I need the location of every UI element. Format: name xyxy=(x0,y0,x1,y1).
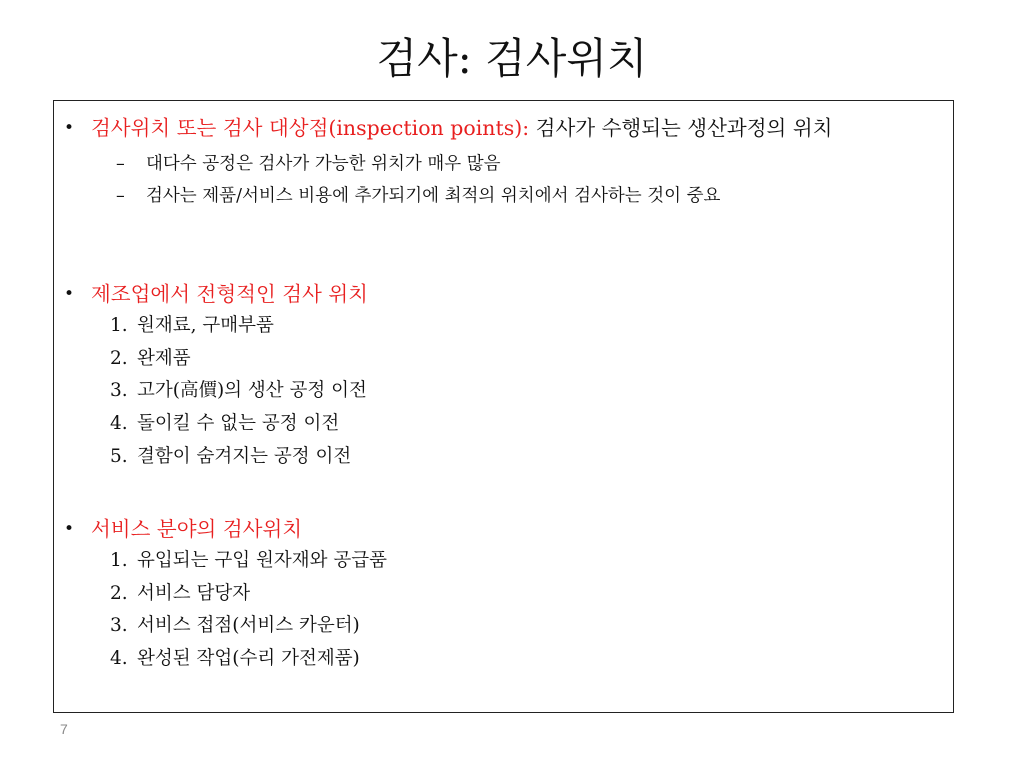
item-text: 결함이 숨겨지는 공정 이전 xyxy=(137,445,352,467)
item-number: 4. xyxy=(110,413,128,435)
bullet-item xyxy=(54,279,953,310)
bullet-highlight: 검사위치 또는 검사 대상점(inspection points): xyxy=(91,116,530,140)
sub-item xyxy=(54,148,953,180)
numbered-item xyxy=(54,375,953,408)
bullet-section-service xyxy=(54,514,953,676)
slide-title: 검사: 검사위치 xyxy=(376,34,648,83)
bullet-marker: • xyxy=(64,284,75,304)
sub-item-text: 대다수 공정은 검사가 가능한 위치가 매우 많음 xyxy=(146,154,501,174)
sub-item xyxy=(54,180,953,212)
item-number: 5. xyxy=(110,445,128,467)
item-number: 3. xyxy=(110,380,128,402)
sub-marker: – xyxy=(116,154,125,174)
item-text: 완제품 xyxy=(137,347,191,369)
item-number: 1. xyxy=(110,315,128,336)
item-text: 원재료, 구매부품 xyxy=(137,315,274,336)
bullet-body: 검사가 수행되는 생산과정의 위치 xyxy=(529,116,833,140)
bullet-item xyxy=(54,514,953,545)
numbered-item xyxy=(54,343,953,376)
item-number: 2. xyxy=(110,347,128,369)
page-number: 7 xyxy=(60,721,68,737)
sub-marker: – xyxy=(116,186,125,206)
numbered-item xyxy=(54,310,953,343)
sub-list xyxy=(54,148,953,212)
numbered-item xyxy=(54,408,953,441)
item-text: 서비스 접점(서비스 카운터) xyxy=(137,615,360,637)
numbered-item xyxy=(54,643,953,676)
numbered-item xyxy=(54,610,953,643)
numbered-item xyxy=(54,545,953,578)
item-text: 서비스 담당자 xyxy=(137,582,251,604)
bullet-marker: • xyxy=(64,118,75,138)
sub-item-text: 검사는 제품/서비스 비용에 추가되기에 최적의 위치에서 검사하는 것이 중요 xyxy=(146,186,721,206)
item-number: 2. xyxy=(110,582,128,604)
bullet-text xyxy=(91,113,939,144)
bullet-highlight: 제조업에서 전형적인 검사 위치 xyxy=(91,282,368,306)
bullet-list xyxy=(54,101,953,712)
item-text: 완성된 작업(수리 가전제품) xyxy=(137,648,360,670)
bullet-item xyxy=(54,113,953,144)
bullet-highlight: 서비스 분야의 검사위치 xyxy=(91,517,303,541)
item-text: 고가(高價)의 생산 공정 이전 xyxy=(137,380,367,402)
numbered-item xyxy=(54,578,953,611)
bullet-marker: • xyxy=(64,519,75,539)
bullet-section-inspection-points xyxy=(54,113,953,212)
content-box xyxy=(53,100,954,713)
item-text: 유입되는 구입 원자재와 공급품 xyxy=(137,550,387,571)
item-text: 돌이킬 수 없는 공정 이전 xyxy=(137,413,340,435)
item-number: 4. xyxy=(110,648,128,670)
item-number: 1. xyxy=(110,550,128,571)
bullet-section-manufacturing xyxy=(54,279,953,474)
item-number: 3. xyxy=(110,615,128,637)
numbered-item xyxy=(54,441,953,474)
